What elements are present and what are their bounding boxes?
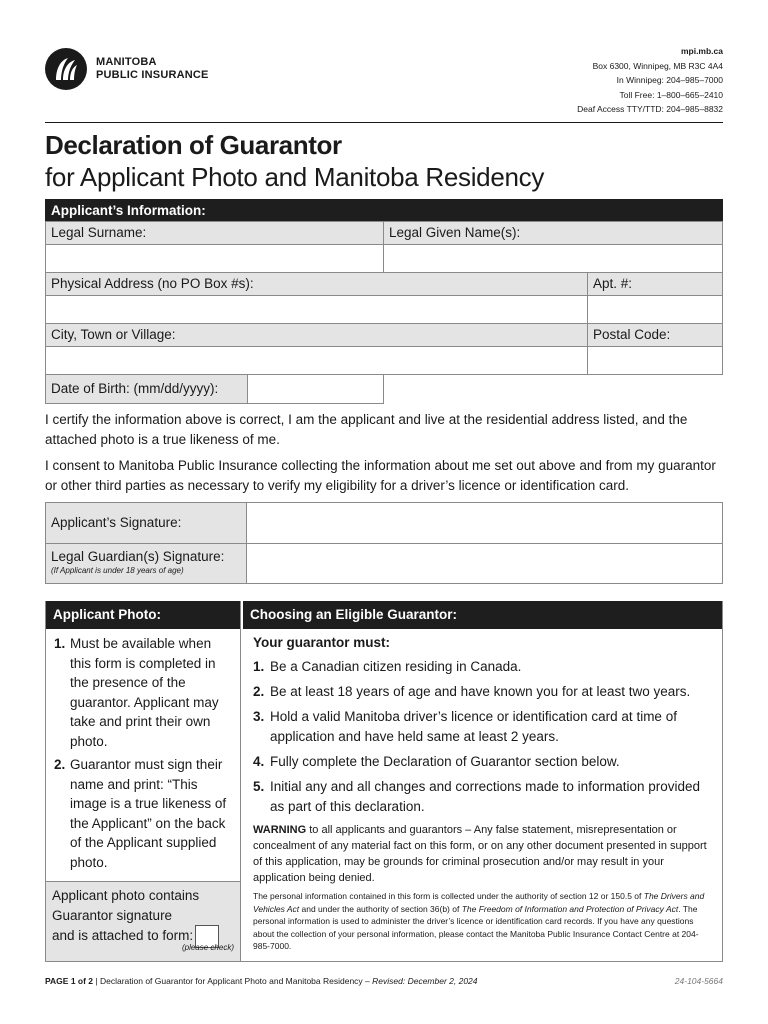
footer-separator: |	[93, 976, 100, 986]
list-item-text: Be at least 18 years of age and have known you for at least two years.	[270, 684, 691, 699]
winnipeg-phone: In Winnipeg: 204–985–7000	[616, 75, 723, 85]
guardian-signature-label-cell	[45, 544, 247, 584]
form-number: 24-104-5664	[674, 976, 723, 986]
list-item-number: 1.	[54, 636, 66, 651]
warning-text: to all applicants and guarantors – Any false statement, misrepresentation or concealment of any material fact on this form, or on any other document presented in support of this application, may be grounds for criminal prosecution and/or may result in your application being denied.	[253, 824, 707, 884]
list-item-number: 2.	[253, 684, 265, 699]
applicant-photo-list	[46, 629, 240, 872]
list-item	[253, 682, 712, 702]
list-item-text: Must be available when this form is completed in the presence of the guarantor. Applicant may take and print their own photo.	[70, 636, 219, 749]
list-item-number: 3.	[253, 709, 265, 724]
toll-free-phone: Toll Free: 1–800–665–2410	[619, 89, 723, 100]
applicant-information-table	[45, 199, 723, 404]
privacy-act-name: The Drivers and Vehicles Act	[253, 891, 705, 914]
physical-address-field[interactable]	[45, 295, 588, 324]
list-item	[54, 634, 234, 751]
city-label: City, Town or Village:	[45, 323, 588, 347]
footer-document-name: Declaration of Guarantor for Applicant Photo and Manitoba Residency	[99, 976, 363, 986]
privacy-text: . The personal information is used to administer the driver’s licence or identification card records. If you have any questions about the collection of your personal information, please contact the Manitoba Public Insurance Contact Centre at 204-985-7000.	[253, 903, 699, 951]
form-subtitle: for Applicant Photo and Manitoba Residency	[45, 162, 545, 192]
brand-line-1: MANITOBA	[96, 56, 157, 68]
postal-code-field[interactable]	[587, 346, 723, 375]
list-item	[253, 777, 712, 817]
legal-surname-field[interactable]	[45, 244, 384, 273]
deaf-access-phone: Deaf Access TTY/TTD: 204–985–8832	[577, 104, 723, 114]
guardian-signature-field[interactable]	[247, 544, 723, 584]
footer-dash: –	[362, 976, 373, 986]
physical-address-label: Physical Address (no PO Box #s):	[45, 272, 588, 296]
eligible-guarantor-panel	[241, 601, 723, 962]
guardian-signature-note: (If Applicant is under 18 years of age)	[51, 566, 184, 575]
photo-check-label-text: and is attached to form:	[52, 928, 194, 944]
brand-line-2: PUBLIC INSURANCE	[96, 69, 209, 81]
legal-given-names-label: Legal Given Name(s):	[383, 221, 723, 245]
list-item	[253, 707, 712, 747]
contact-block	[577, 44, 723, 117]
header-divider	[45, 122, 723, 123]
list-item-number: 4.	[253, 754, 265, 769]
mailing-address: Box 6300, Winnipeg, MB R3C 4A4	[592, 60, 723, 71]
page-number: PAGE 1 of 2	[45, 976, 94, 986]
list-item-number: 5.	[253, 779, 265, 794]
guarantor-requirements	[241, 629, 722, 953]
list-item-text: Initial any and all changes and corrections made to information provided as part of this declaration.	[270, 779, 701, 814]
list-item-number: 2.	[54, 757, 66, 772]
website-link[interactable]: mpi.mb.ca	[680, 46, 723, 56]
warning-notice	[253, 822, 712, 886]
consent-statement: I consent to Manitoba Public Insurance collecting the information about me set out above and from my guarantor or other third parties as necessary to verify my eligibility for a driver’s licence or identification card.	[45, 458, 716, 493]
legal-surname-label: Legal Surname:	[45, 221, 384, 245]
footer-revised-date: Revised: December 2, 2024	[372, 976, 478, 986]
list-item-text: Hold a valid Manitoba driver’s licence or identification card at time of application and have held same at least 2 years.	[270, 709, 677, 744]
privacy-text: and under the authority of section 36(b) of	[299, 903, 462, 914]
privacy-act-name: The Freedom of Information and Protection of Privacy Act	[461, 903, 679, 914]
apt-number-label: Apt. #:	[587, 272, 723, 296]
please-check-note: (please check)	[181, 942, 234, 952]
postal-code-label: Postal Code:	[587, 323, 723, 347]
applicant-signature-label: Applicant’s Signature:	[45, 502, 247, 544]
eligible-guarantor-heading: Choosing an Eligible Guarantor:	[241, 601, 722, 629]
list-item-text: Be a Canadian citizen residing in Canada.	[270, 659, 522, 674]
photo-and-guarantor-section	[45, 601, 723, 962]
signature-table	[45, 502, 723, 584]
applicant-photo-panel	[45, 601, 241, 962]
warning-label: WARNING	[253, 824, 307, 836]
date-of-birth-label: Date of Birth: (mm/dd/yyyy):	[45, 374, 248, 404]
brand-name	[96, 56, 209, 82]
list-item	[253, 657, 712, 677]
list-item	[253, 752, 712, 772]
list-item-text: Guarantor must sign their name and print: “This image is a true likeness of the Applicant” on the back of the Applicant supplied photo.	[70, 757, 227, 870]
photo-attached-check-area	[46, 881, 240, 961]
guardian-signature-label: Legal Guardian(s) Signature:	[51, 549, 225, 564]
privacy-text: The personal information contained in this form is collected under the authority of section 12 or 150.5 of	[253, 891, 644, 901]
photo-check-label: Applicant photo contains Guarantor signature	[52, 888, 200, 923]
apt-number-field[interactable]	[587, 295, 723, 324]
list-item-number: 1.	[253, 659, 265, 674]
date-of-birth-field[interactable]	[247, 374, 384, 404]
applicant-photo-heading: Applicant Photo:	[46, 601, 240, 629]
applicant-signature-field[interactable]	[247, 502, 723, 544]
form-title: Declaration of Guarantor	[45, 130, 342, 160]
guarantor-must-heading: Your guarantor must:	[253, 635, 391, 650]
city-field[interactable]	[45, 346, 588, 375]
applicant-information-heading: Applicant’s Information:	[45, 199, 723, 222]
mpi-logo-icon	[45, 48, 87, 90]
legal-given-names-field[interactable]	[383, 244, 723, 273]
privacy-notice	[253, 890, 712, 953]
list-item	[54, 755, 234, 872]
page-footer	[45, 976, 478, 986]
certification-statement: I certify the information above is correct, I am the applicant and live at the residential address listed, and the attached photo is a true likeness of me.	[45, 412, 688, 447]
mpi-logo	[45, 48, 209, 90]
list-item-text: Fully complete the Declaration of Guarantor section below.	[270, 754, 620, 769]
